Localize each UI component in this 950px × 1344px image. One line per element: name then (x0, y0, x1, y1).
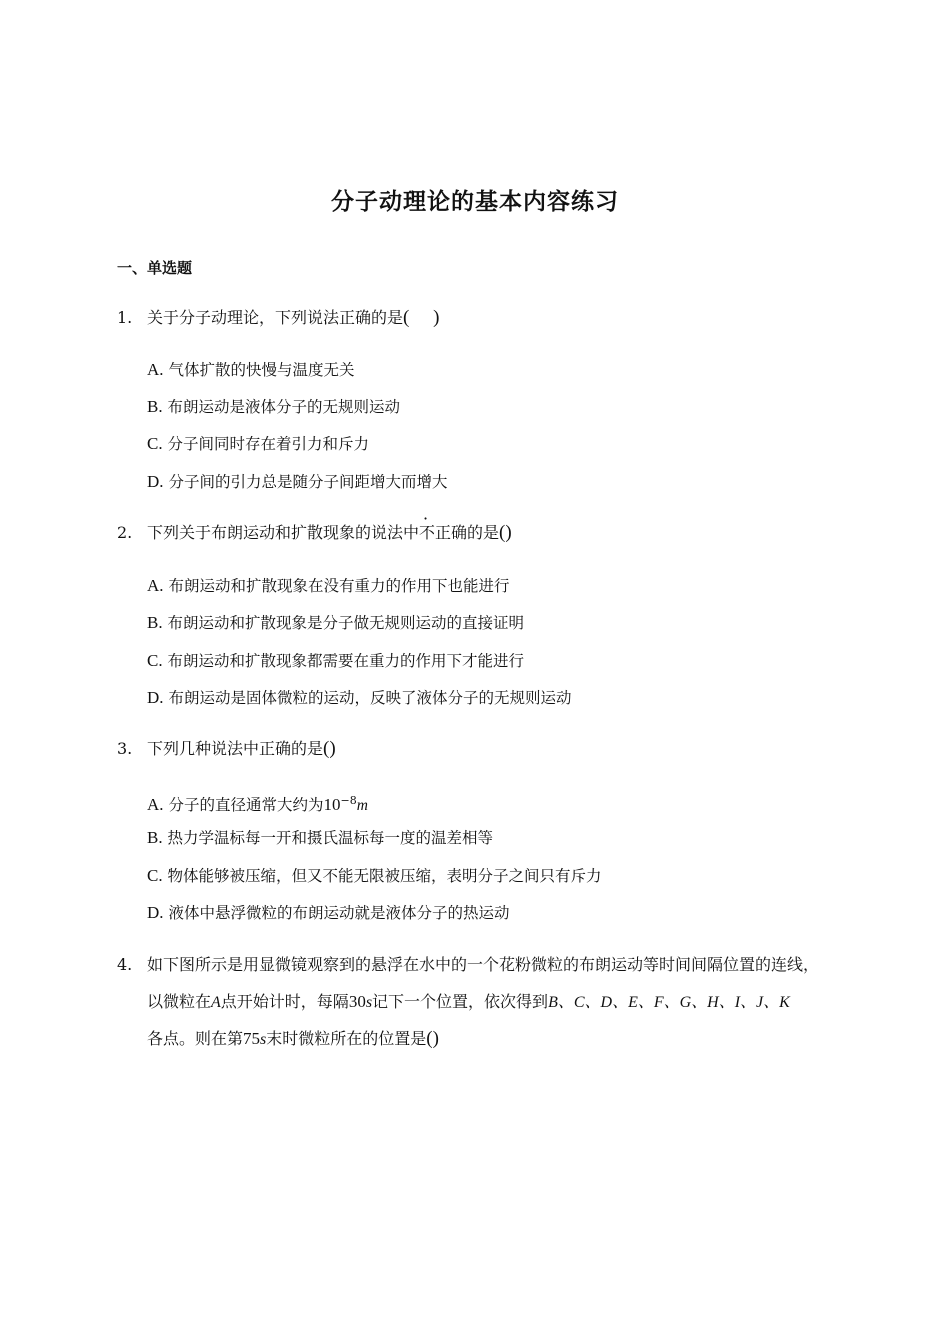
document-page: 分子动理论的基本内容练习 一、单选题 1. 关于分子动理论，下列说法正确的是( ) A. 气体扩散的快慢与温度无关 B. 布朗运动是液体分子的无规则运动 C. 分子间同时存在着引力和斥力 D. 分子间的引力总是随分子间距增大而增大 2. 下列关于布朗运动和扩散现象的说法中不正确的是() A. 布朗运动和扩散现象在没有重力的作用下也能进行 B. 布朗运动和扩散现象是分子做无规则运动的直接证明 C. 布朗运动和扩散现象都需要在重力的作用下才能进行 D. 布朗运动是固体微粒的运动，反映了液体分子的无规则运动 3. 下列几种说法中正确的是() A. 分子的直径通常大约为$10^{-8}m$ B. 热力学温标每一开和摄氏温标每一度的温差相等 C. 物体能够被压缩，但又不能无限被压缩，表明分子之间只有斥力 D. 液体中悬浮微粒的布朗运动就是液体分子的热运动 4. 如下图所示是用显微镜观察到的悬浮在水中的一个花粉微粒的布朗运动等时间间隔位置的连线， 以微粒在A点开始计时，每隔30s记下一个位置，依次得到B、C、D、E、F、G、H、I、J、K 各点。则在第75s末时微粒所在的位置是() (0, 0, 950, 1344)
section-heading: 一、单选题 (117, 259, 193, 277)
answer-paren: () (426, 1028, 439, 1049)
question-text: 下列几种说法中正确的是 (147, 739, 324, 758)
answer-paren: () (499, 522, 512, 543)
q3-option-d: D. 液体中悬浮微粒的布朗运动就是液体分子的热运动 (147, 903, 510, 922)
question-number: 4. (117, 955, 133, 974)
q1-option-c: C. 分子间同时存在着引力和斥力 (147, 434, 370, 453)
answer-paren: ( ) (403, 307, 440, 328)
question-number: 3. (117, 739, 133, 758)
question-text-line-3: 各点。则在第75s末时微粒所在的位置是() (147, 1028, 439, 1049)
q1-option-a: A. 气体扩散的快慢与温度无关 (147, 360, 355, 379)
answer-paren: () (323, 738, 336, 759)
emphasis-dotted-char: 不 (419, 523, 436, 542)
page-title: 分子动理论的基本内容练习 (331, 189, 619, 215)
q1-option-b: B. 布朗运动是液体分子的无规则运动 (147, 397, 401, 416)
q2-option-d: D. 布朗运动是固体微粒的运动，反映了液体分子的无规则运动 (147, 688, 572, 707)
q2-option-a: A. 布朗运动和扩散现象在没有重力的作用下也能进行 (147, 576, 510, 595)
q3-option-b: B. 热力学温标每一开和摄氏温标每一度的温差相等 (147, 828, 494, 847)
q2-option-b: B. 布朗运动和扩散现象是分子做无规则运动的直接证明 (147, 613, 525, 632)
question-text-line-2: 以微粒在A点开始计时，每隔30s记下一个位置，依次得到B、C、D、E、F、G、H、I、J、K (147, 992, 790, 1011)
q3-option-a: A. 分子的直径通常大约为$10^{-8}m$ (147, 794, 368, 815)
question-text: 下列关于布朗运动和扩散现象的说法中 (147, 523, 420, 542)
question-text-line-1: 如下图所示是用显微镜观察到的悬浮在水中的一个花粉微粒的布朗运动等时间间隔位置的连线， (147, 955, 820, 974)
question-text: 关于分子动理论，下列说法正确的是 (147, 308, 404, 327)
question-number: 1. (117, 308, 133, 327)
q2-option-c: C. 布朗运动和扩散现象都需要在重力的作用下才能进行 (147, 651, 525, 670)
q3-option-c: C. 物体能够被压缩，但又不能无限被压缩，表明分子之间只有斥力 (147, 866, 602, 885)
q1-option-d: D. 分子间的引力总是随分子间距增大而增大 (147, 472, 448, 491)
question-number: 2. (117, 523, 133, 542)
